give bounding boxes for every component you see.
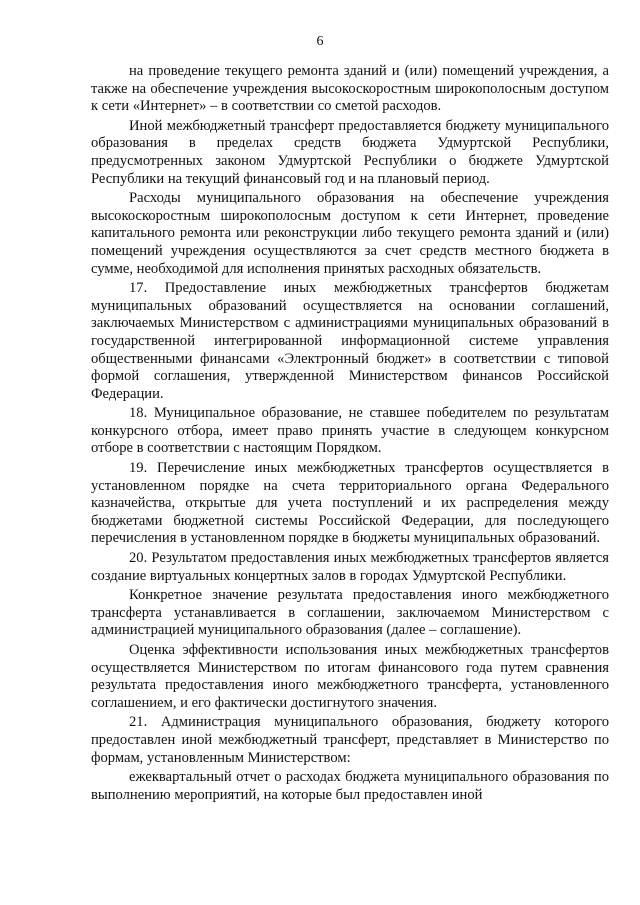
paragraph: Иной межбюджетный трансферт предоставляется бюджету муниципального образования в пределах средств бюджета Удмуртской Республики, предусмотренных законом Удмуртской Республики о бюджете Удмуртской Республики на текущий финансовый год и на плановый период.	[91, 117, 609, 187]
paragraph: на проведение текущего ремонта зданий и (или) помещений учреждения, а также на обеспечение учреждения высокоскоростным широкополосным доступом к сети «Интернет» – в соответствии со сметой расходов.	[91, 63, 609, 115]
paragraph-clause-17: 17. Предоставление иных межбюджетных трансфертов бюджетам муниципальных образований осуществляется на основании соглашений, заключаемых Министерством с администрациями муниципальных образований в государственной интегрированной информационной системе управления общественными финансами «Электронный бюджет» в соответствии с типовой формой соглашения, утвержденной Министерством финансов Российской Федерации.	[91, 280, 609, 402]
document-body	[91, 63, 609, 806]
paragraph: ежеквартальный отчет о расходах бюджета муниципального образования по выполнению мероприятий, на которые был предоставлен иной	[91, 769, 609, 803]
paragraph: Оценка эффективности использования иных межбюджетных трансфертов осуществляется Министерством по итогам финансового года путем сравнения результата предоставления иного межбюджетного трансферта, установленного соглашением, и его фактически достигнутого значения.	[91, 642, 609, 711]
paragraph-clause-19: 19. Перечисление иных межбюджетных трансфертов осуществляется в установленном порядке на счета территориального органа Федерального казначейства, открытые для учета поступлений и их распределения между бюджетами бюджетной системы Российской Федерации, для последующего перечисления в установленном порядке в бюджеты муниципальных образований.	[91, 460, 609, 547]
paragraph: Расходы муниципального образования на обеспечение учреждения высокоскоростным широкополосным доступом к сети Интернет, проведение капитального ремонта или реконструкции либо текущего ремонта зданий и (или) помещений учреждения осуществляются за счет средств местного бюджета в сумме, необходимой для исполнения принятых расходных обязательств.	[91, 190, 609, 277]
paragraph-clause-18: 18. Муниципальное образование, не ставшее победителем по результатам конкурсного отбора, имеет право принять участие в следующем конкурсном отборе в соответствии с настоящим Порядком.	[91, 405, 609, 457]
paragraph-clause-20: 20. Результатом предоставления иных межбюджетных трансфертов является создание виртуальных концертных залов в городах Удмуртской Республики.	[91, 550, 609, 584]
page-number: 6	[316, 34, 324, 49]
paragraph: Конкретное значение результата предоставления иного межбюджетного трансферта устанавливается в соглашении, заключаемом Министерством с администрацией муниципального образования (далее – соглашение).	[91, 587, 609, 639]
paragraph-clause-21: 21. Администрация муниципального образования, бюджету которого предоставлен иной межбюджетный трансферт, представляет в Министерство по формам, установленным Министерством:	[91, 714, 609, 766]
